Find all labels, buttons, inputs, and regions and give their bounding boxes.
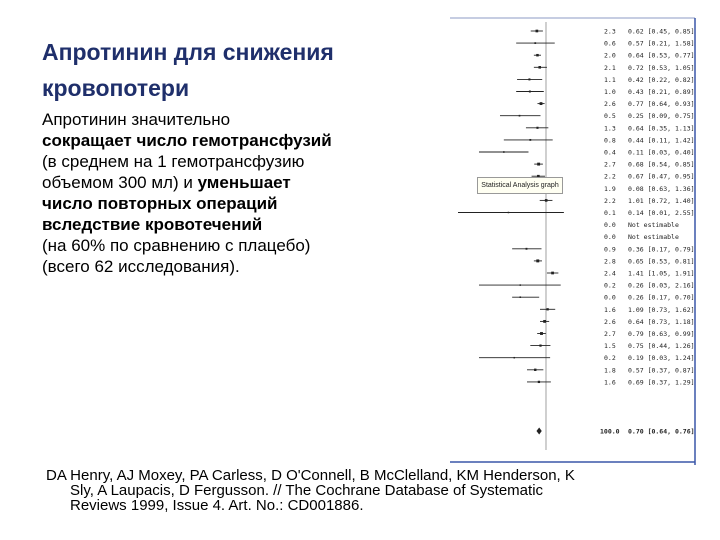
point-estimate (539, 344, 541, 346)
ci-label: 0.65 [0.53, 0.81] (628, 257, 695, 266)
point-estimate (503, 151, 505, 153)
weight-label: 0.0 (604, 233, 616, 242)
title-line: кровопотери (42, 75, 190, 101)
weight-label: 0.9 (604, 245, 616, 254)
point-estimate (528, 78, 530, 80)
reference-line: Reviews 1999, Issue 4. Art. No.: CD001886. (70, 497, 364, 514)
weight-label: 1.3 (604, 124, 616, 133)
body-line: число повторных операций (42, 194, 278, 213)
weight-label: 0.0 (604, 293, 616, 302)
weight-label: 1.1 (604, 75, 616, 84)
weight-label: 1.9 (604, 184, 616, 193)
ci-label: 0.11 [0.03, 0.40] (628, 148, 695, 157)
slide-title (42, 34, 442, 106)
weight-label: 0.4 (604, 148, 616, 157)
point-estimate (536, 54, 539, 57)
weight-label: 0.6 (604, 39, 616, 48)
ci-label: 0.69 [0.37, 1.29] (628, 378, 695, 387)
ci-label: 0.68 [0.54, 0.85] (628, 160, 695, 169)
weight-label: 0.8 (604, 136, 616, 145)
ci-label: 0.77 [0.64, 0.93] (628, 100, 695, 109)
body-line: вследствие кровотечений (42, 215, 263, 234)
point-estimate (547, 308, 549, 310)
body-line (42, 172, 442, 193)
reference-line: DA Henry, AJ Moxey, PA Carless, D O'Connell, B McClelland, KM Henderson, K (46, 467, 575, 484)
point-estimate (534, 369, 536, 371)
slide-body-text (42, 109, 442, 277)
ci-label: 0.67 [0.47, 0.95] (628, 172, 695, 181)
body-text-emphasis: уменьшает (197, 173, 291, 192)
point-estimate (536, 259, 539, 262)
forest-plot (440, 10, 700, 465)
title-line: Апротинин для снижения (42, 39, 334, 65)
ci-label: 0.08 [0.63, 1.36] (628, 184, 695, 193)
point-estimate (538, 66, 541, 69)
reference-citation (46, 468, 706, 513)
weight-label: 2.2 (604, 196, 616, 205)
weight-label: 1.6 (604, 305, 616, 314)
ci-label: Not estimable (628, 233, 679, 242)
ci-label: 1.01 [0.72, 1.40] (628, 196, 695, 205)
ci-label: 0.19 [0.03, 1.24] (628, 354, 695, 363)
weight-label: 2.7 (604, 330, 616, 338)
point-estimate (519, 115, 521, 117)
weight-label: 0.0 (604, 221, 616, 230)
ci-label: 0.64 [0.35, 1.13] (628, 124, 695, 133)
ci-label: 0.57 [0.21, 1.58] (628, 39, 695, 48)
ci-label: 0.57 [0.37, 0.87] (628, 366, 695, 375)
body-line: (в среднем на 1 гемотрансфузию (42, 152, 305, 171)
weight-label: 1.0 (604, 88, 616, 96)
ci-label: 0.64 [0.73, 1.18] (628, 317, 695, 326)
ci-label: 0.36 [0.17, 0.79] (628, 245, 695, 254)
weight-label: 2.7 (604, 160, 616, 169)
weight-label: 2.6 (604, 317, 616, 326)
body-line: (на 60% по сравнению с плацебо) (42, 236, 311, 255)
body-line: сокращает число гемотрансфузий (42, 131, 332, 150)
weight-label: 2.2 (604, 172, 616, 181)
ci-label: 0.44 [0.11, 1.42] (628, 136, 695, 145)
ci-label: 0.62 [0.45, 0.85] (628, 27, 695, 36)
ci-label: 0.79 [0.63, 0.99] (628, 330, 695, 338)
point-estimate (508, 212, 509, 213)
ci-label: 0.26 [0.17, 0.70] (628, 293, 695, 302)
ci-label: 0.72 [0.53, 1.05] (628, 63, 695, 72)
ci-label: 0.75 [0.44, 1.26] (628, 342, 695, 351)
ci-label: 0.26 [0.03, 2.16] (628, 281, 695, 290)
point-estimate (526, 248, 528, 250)
weight-label: 0.2 (604, 354, 616, 363)
ci-label: 0.43 [0.21, 0.89] (628, 88, 695, 96)
point-estimate (537, 163, 540, 166)
reference-line: Sly, A Laupacis, D Fergusson. // The Cochrane Database of Systematic (70, 482, 544, 499)
ci-label: 1.41 [1.05, 1.91] (628, 269, 695, 278)
point-estimate (529, 139, 531, 141)
weight-label: 2.8 (604, 257, 616, 266)
point-estimate (545, 199, 548, 202)
point-estimate (514, 357, 516, 359)
weight-label: 0.5 (604, 112, 616, 121)
point-estimate (540, 332, 543, 335)
ci-label: 0.14 [0.01, 2.55] (628, 209, 695, 217)
weight-label: 2.6 (604, 100, 616, 109)
point-estimate (543, 320, 546, 323)
total-diamond (536, 428, 541, 435)
point-estimate (536, 127, 538, 129)
body-line: Апротинин значительно (42, 110, 231, 129)
point-estimate (529, 91, 531, 93)
ci-label: 1.09 [0.73, 1.62] (628, 305, 695, 314)
weight-label: 2.3 (604, 27, 616, 36)
weight-label: 1.5 (604, 342, 616, 351)
ci-label: 0.25 [0.09, 0.75] (628, 112, 695, 121)
weight-label: 0.1 (604, 209, 616, 217)
ci-label: Not estimable (628, 221, 679, 230)
weight-label: 1.6 (604, 378, 616, 387)
point-estimate (534, 42, 536, 44)
weight-label: 0.2 (604, 281, 616, 290)
ci-label: 0.64 [0.53, 0.77] (628, 51, 695, 60)
total-ci-label: 0.70 [0.64, 0.76] (628, 427, 695, 436)
point-estimate (519, 296, 521, 298)
total-weight-label: 100.0 (600, 427, 620, 436)
body-text-fragment: объемом 300 мл) и (42, 173, 198, 192)
weight-label: 1.8 (604, 366, 616, 375)
body-line: (всего 62 исследования). (42, 257, 240, 276)
point-estimate (551, 272, 554, 275)
weight-label: 2.1 (604, 63, 616, 72)
point-estimate (520, 284, 522, 286)
statistical-analysis-tooltip: Statistical Analysis graph (477, 177, 563, 194)
point-estimate (538, 381, 540, 383)
ci-label: 0.42 [0.22, 0.82] (628, 75, 695, 84)
weight-label: 2.0 (604, 51, 616, 60)
point-estimate (536, 30, 539, 33)
point-estimate (540, 102, 543, 105)
weight-label: 2.4 (604, 269, 616, 278)
